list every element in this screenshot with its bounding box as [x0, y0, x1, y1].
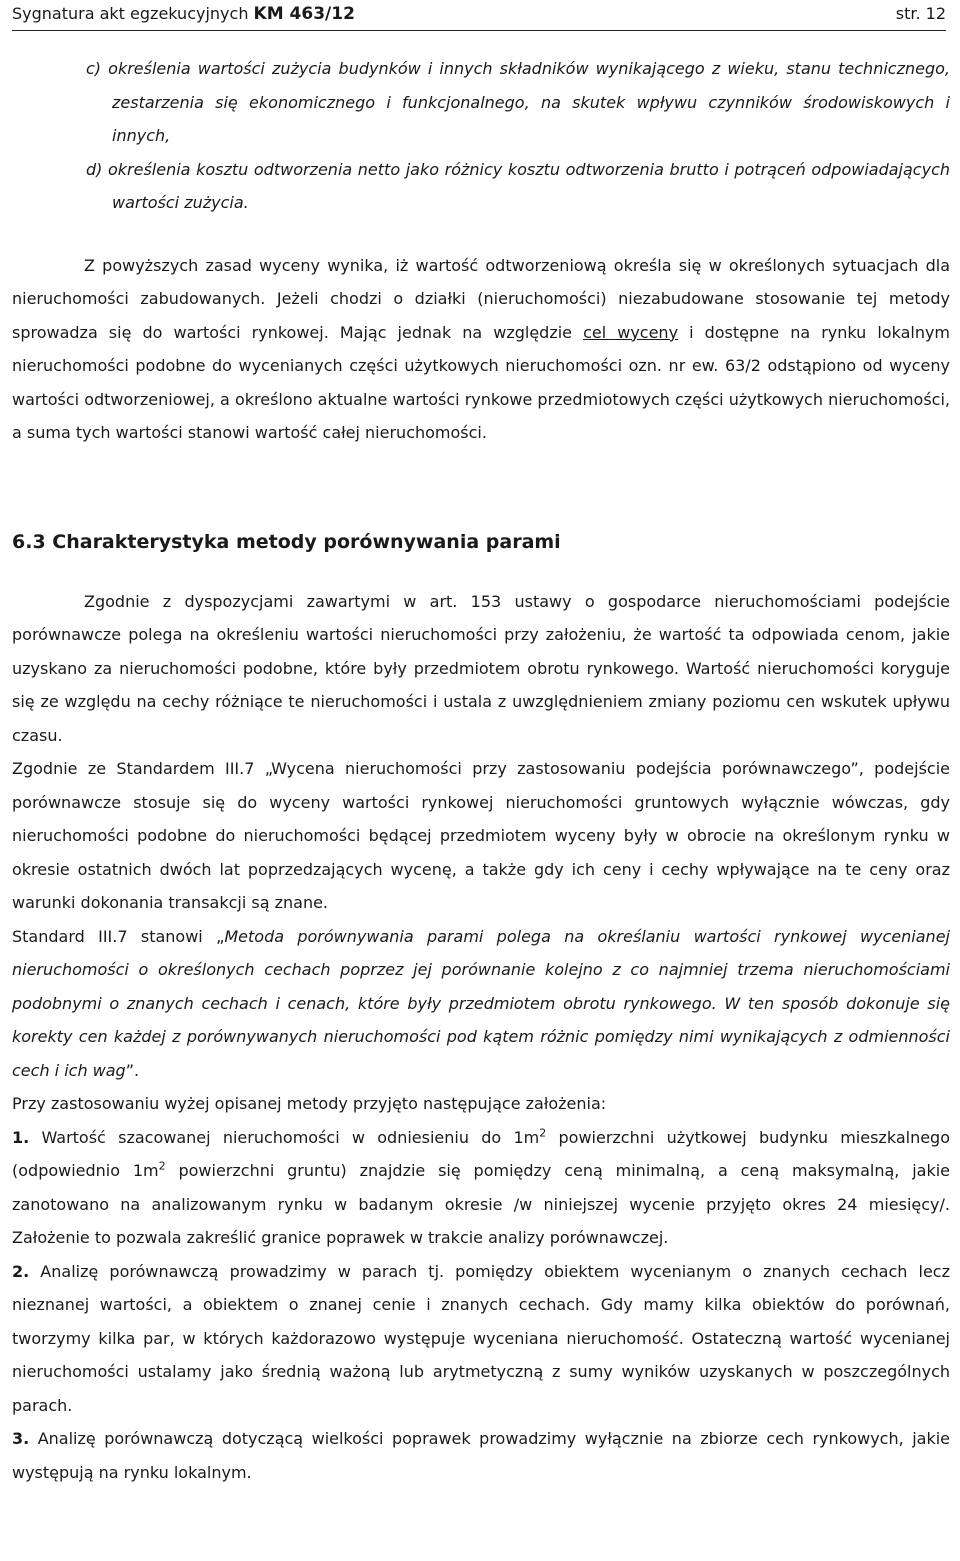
- assumption-2: [12, 1255, 950, 1423]
- page-number: str. 12: [895, 4, 946, 23]
- paragraph-standard-quote: [12, 920, 950, 1088]
- paragraph-valuation-rules-a: Z powyższych zasad wyceny wynika, iż wartość odtworzeniową określa się w określonych sytuacjach dla nieruchomości zabudowanych. Jeżeli chodzi o działki (nieruchomości) niezabudowane stosowanie tej metody sprowadza się do wartości rynkowej. Mając jednak na względzie: [12, 255, 950, 342]
- superscript-2: 2: [539, 1126, 547, 1140]
- superscript-2: 2: [158, 1159, 166, 1173]
- document-body: [12, 52, 950, 1489]
- paragraph-valuation-rules-b: i dostępne na rynku lokalnym nieruchomości podobne do wycenianych części użytkowych nieruchomości ozn. nr ew. 63/2 odstąpiono od wyceny wartości odtworzeniowej, a określono aktualne wartości rynkowe przedmiotowych części użytkowych nieruchomości, a suma tych wartości stanowi wartość całej nieruchomości.: [12, 322, 951, 442]
- quote-intro: Standard III.7 stanowi „: [12, 926, 225, 946]
- assumption-1-text-a: Wartość szacowanej nieruchomości w odniesieniu do 1m: [29, 1127, 540, 1147]
- assumption-1: [12, 1121, 950, 1255]
- signature-label: Sygnatura akt egzekucyjnych: [12, 4, 249, 23]
- page-header: [12, 4, 946, 28]
- underlined-phrase: cel wyceny: [583, 322, 679, 342]
- assumption-1-number: 1.: [12, 1127, 30, 1147]
- list-item-d: d) określenia kosztu odtworzenia netto jako różnicy kosztu odtworzenia brutto i potrąceń odpowiadających wartości zużycia.: [86, 159, 950, 212]
- assumption-3-number: 3.: [12, 1429, 30, 1448]
- assumption-2-text: Analizę porównawczą prowadzimy w parach tj. pomiędzy obiektem wycenianym o znanych cechach lecz nieznanej wartości, a obiektem o znanej cenie i znanych cechach. Gdy mamy kilka obiektów do porównań, tworzymy kilka par, w których każdorazowo występuje wyceniana nieruchomość. Ostateczną wartość wycenianej nieruchomości ustalamy jako średnią ważoną lub arytmetyczną z sumy wyników uzyskanych w poszczególnych parach.: [12, 1261, 950, 1415]
- assumption-3: [12, 1422, 950, 1489]
- paragraph-standard-iii7: Zgodnie ze Standardem III.7 „Wycena nieruchomości przy zastosowaniu podejścia porównawczego”, podejście porównawcze stosuje się do wyceny wartości rynkowej nieruchomości gruntowych wyłącznie wówczas, gdy nieruchomości podobne do nieruchomości będącej przedmiotem wyceny były w obrocie na określonym rynku w okresie ostatnich dwóch lat poprzedzających wycenę, a także gdy ich ceny i cechy wpływające na te ceny oraz warunki dokonania transakcji są znane.: [12, 759, 950, 912]
- assumption-1-text-b: powierzchni użytkowej budynku mieszkalnego (odpowiednio 1m: [12, 1127, 950, 1180]
- paragraph-assumptions-intro: Przy zastosowaniu wyżej opisanej metody przyjęto następujące założenia:: [12, 1094, 607, 1113]
- signature-ref: KM 463/12: [253, 4, 355, 24]
- quote-end: ”.: [125, 1060, 140, 1080]
- paragraph-comparative-approach: Zgodnie z dyspozycjami zawartymi w art. 153 ustawy o gospodarce nieruchomościami podejście porównawcze polega na określeniu wartości nieruchomości przy założeniu, że wartość ta odpowiada cenom, jakie uzyskano za nieruchomości podobne, które były przedmiotem obrotu rynkowego. Wartość nieruchomości koryguje się ze względu na cechy różniące te nieruchomości i ustala z uwzględnieniem zmiany poziomu cen wskutek upływu czasu.: [12, 591, 950, 745]
- header-divider: [12, 30, 946, 31]
- paragraph-valuation-rules: [12, 249, 950, 450]
- assumption-1-text-c: powierzchni gruntu) znajdzie się pomiędzy ceną minimalną, a ceną maksymalną, jakie zanotowano na analizowanym rynku w badanym okresie /w niniejszej wycenie przyjęto okres 24 miesięcy/. Założenie to pozwala zakreślić granice poprawek w trakcie analizy porównawczej.: [12, 1161, 950, 1247]
- list-item-c: c) określenia wartości zużycia budynków i innych składników wynikającego z wieku, stanu technicznego, zestarzenia się ekonomicznego i funkcjonalnego, na skutek wpływu czynników środowiskowych i innych,: [86, 59, 950, 145]
- assumption-2-number: 2.: [12, 1261, 30, 1281]
- section-heading: 6.3 Charakterystyka metody porównywania parami: [12, 530, 561, 553]
- quote-text: Metoda porównywania parami polega na określaniu wartości rynkowej wycenianej nieruchomości o określonych cechach poprzez jej porównanie kolejno z co najmniej trzema nieruchomościami podobnymi o znanych cechach i cenach, które były przedmiotem obrotu rynkowego. W ten sposób dokonuje się korekty cen każdej z porównywanych nieruchomości pod kątem różnic pomiędzy nimi wynikających z odmienności cech i ich wag: [12, 926, 950, 1080]
- case-signature: [12, 4, 355, 24]
- assumption-3-text: Analizę porównawczą dotyczącą wielkości poprawek prowadzimy wyłącznie na zbiorze cech rynkowych, jakie występują na rynku lokalnym.: [12, 1429, 950, 1482]
